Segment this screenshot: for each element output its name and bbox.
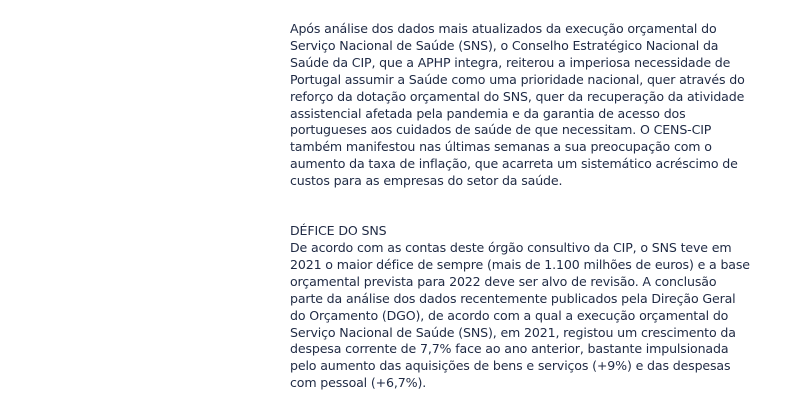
intro-paragraph: Após análise dos dados mais atualizados da execução orçamental do Serviço Nacional de Saúde (SNS), o Conselho Estratégico Nacional da Saúde da CIP, que a APHP integra, reiterou a imperiosa necessidade de Portugal assumir a Saúde como uma prioridade nacional, quer através do reforço da dotação orçamental do SNS, quer da recuperação da atividade assistencial afetada pela pandemia e da garantia de acesso dos portugueses aos cuidados de saúde de que necessitam. O CENS-CIP também manifestou nas últimas semanas a sua preocupação com o aumento da taxa de inflação, que acarreta um sistemático acréscimo de custos para as empresas do setor da saúde. [290, 21, 745, 189]
section-paragraph: De acordo com as contas deste órgão consultivo da CIP, o SNS teve em 2021 o maior défice de sempre (mais de 1.100 milhões de euros) e a base orçamental prevista para 2022 deve ser alvo de revisão. A conclusão parte da análise dos dados recentemente publicados pela Direção Geral do Orçamento (DGO), de acordo com a qual a execução orçamental do Serviço Nacional de Saúde (SNS), em 2021, registou um crescimento da despesa corrente de 7,7% face ao ano anterior, bastante impulsionada pelo aumento das aquisições de bens e serviços (+9%) e das despesas com pessoal (+6,7%). [290, 239, 750, 391]
section-heading: DÉFICE DO SNS [290, 223, 387, 239]
sns-deficit-section [290, 223, 750, 392]
article-body [290, 21, 750, 392]
